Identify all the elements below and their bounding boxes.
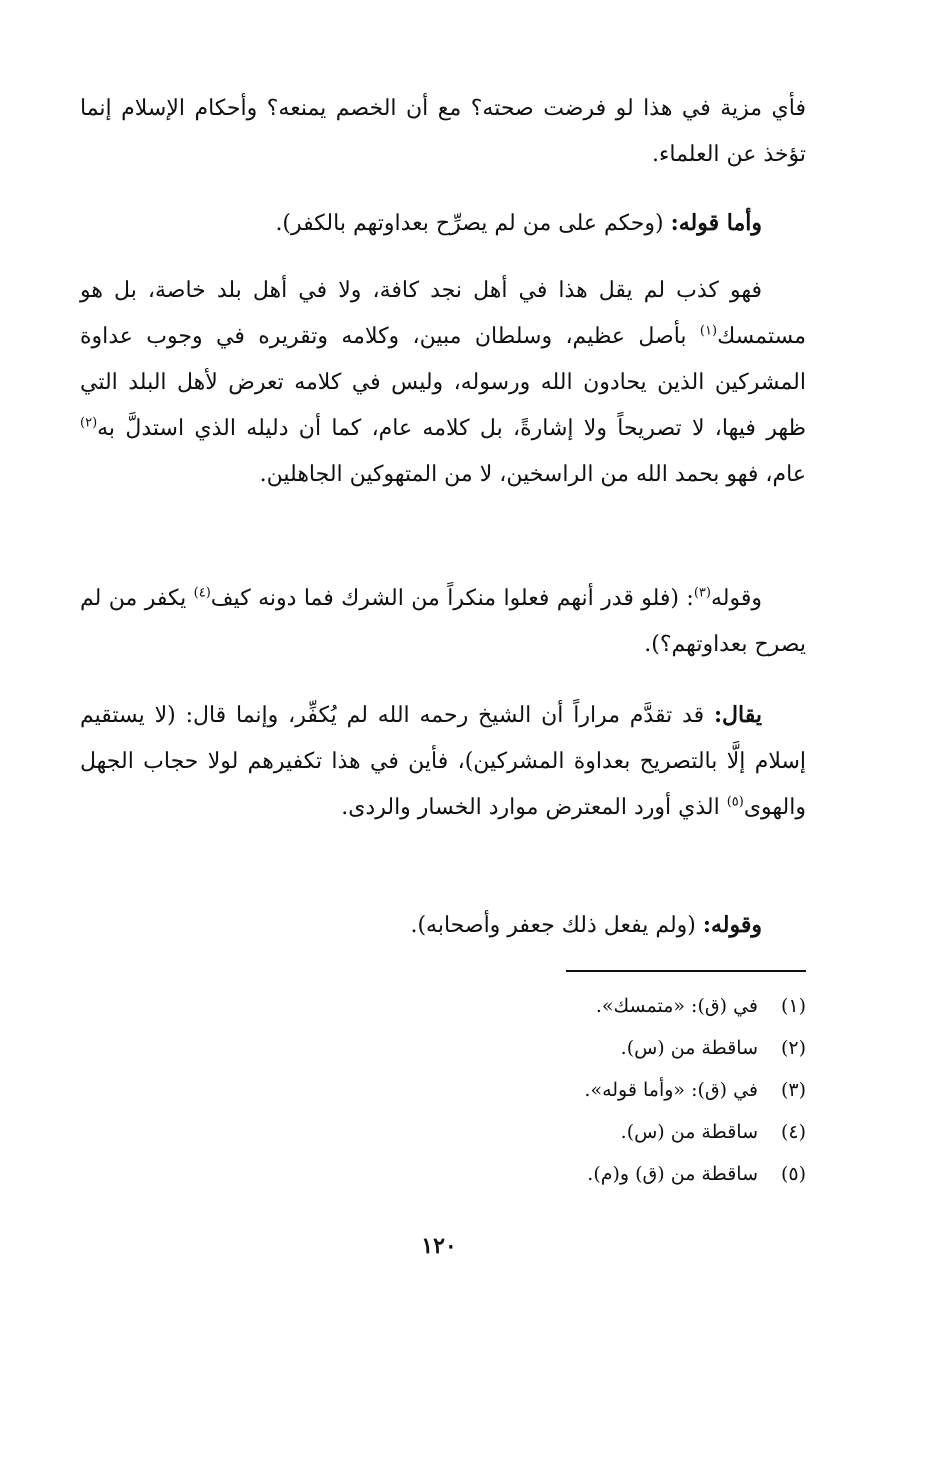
paragraph-4 [80, 576, 806, 668]
footnote-item [406, 985, 806, 1027]
paragraph-2-lead: وأما قوله: [670, 210, 762, 236]
footnotes [406, 985, 806, 1195]
paragraph-4-part1: : (فلو قدر أنهم فعلوا منكراً من الشرك فما دونه كيف [210, 586, 694, 611]
footnote-number: (٥) [780, 1163, 806, 1185]
footnote-number: (٢) [780, 1037, 806, 1059]
paragraph-2-text: (وحكم على من لم يصرِّح بعداوتهم بالكفر). [275, 211, 671, 236]
footnote-text: في (ق): «متمسك». [595, 995, 758, 1017]
footnote-number: (٤) [780, 1121, 806, 1143]
paragraph-5-part2: الذي أورد المعترض موارد الخسار والردى. [341, 795, 727, 820]
footnote-text: ساقطة من (ق) و(م). [587, 1163, 758, 1185]
footnote-item [406, 1069, 806, 1111]
paragraph-5 [80, 692, 806, 831]
paragraph-6-lead: وقوله: [702, 912, 762, 938]
footnote-divider [566, 970, 806, 972]
paragraph-2 [80, 200, 806, 247]
paragraph-3-part1: فهو كذب لم يقل هذا في أهل نجد كافة، ولا في أهل بلد خاصة، بل هو مستمسك [80, 278, 806, 349]
footnote-ref-4: (٤) [193, 585, 211, 601]
paragraph-1 [80, 86, 806, 178]
paragraph-4-part2: يكفر من لم يصرح بعداوتهم؟). [80, 586, 806, 657]
footnote-item [406, 1111, 806, 1153]
paragraph-3 [80, 268, 806, 498]
footnote-text: في (ق): «وأما قوله». [584, 1079, 758, 1101]
footnote-text: ساقطة من (س). [620, 1121, 758, 1143]
paragraph-4-lead: وقوله [710, 586, 762, 611]
footnote-ref-2: (٢) [80, 415, 98, 431]
footnote-number: (١) [780, 995, 806, 1017]
footnote-number: (٣) [780, 1079, 806, 1101]
footnote-ref-3: (٣) [693, 585, 711, 601]
paragraph-6-text: (ولم يفعل ذلك جعفر وأصحابه). [410, 913, 703, 938]
paragraph-3-part2: بأصل عظيم، وسلطان مبين، وكلامه وتقريره في وجوب عداوة المشركين الذين يحادون الله ورسوله، وليس في كلامه تعرض لأهل البلد التي ظهر فيها، لا تصريحاً ولا إشارةً، بل كلامه عام، كما أن دليله الذي استدلَّ به [80, 324, 806, 441]
paragraph-6 [80, 902, 806, 949]
page-number: ١٢٠ [421, 1233, 457, 1259]
paragraph-5-part1: قد تقدَّم مراراً أن الشيخ رحمه الله لم يُكفِّر، وإنما قال: (لا يستقيم إسلام إلَّا بالتصريح بعداوة المشركين)، فأين في هذا تكفيرهم لولا حجاب الجهل والهوى [80, 703, 806, 820]
paragraph-5-lead: يقال: [713, 702, 762, 728]
footnote-ref-1: (١) [699, 323, 718, 339]
footnote-item [406, 1153, 806, 1195]
paragraph-3-part3: عام، فهو بحمد الله من الراسخين، لا من المتهوكين الجاهلين. [259, 462, 806, 487]
footnote-item [406, 1027, 806, 1069]
paragraph-1-text: فأي مزية في هذا لو فرضت صحته؟ مع أن الخصم يمنعه؟ وأحكام الإسلام إنما تؤخذ عن العلماء. [80, 96, 806, 167]
footnote-text: ساقطة من (س). [620, 1037, 758, 1059]
footnote-ref-5: (٥) [726, 794, 744, 810]
